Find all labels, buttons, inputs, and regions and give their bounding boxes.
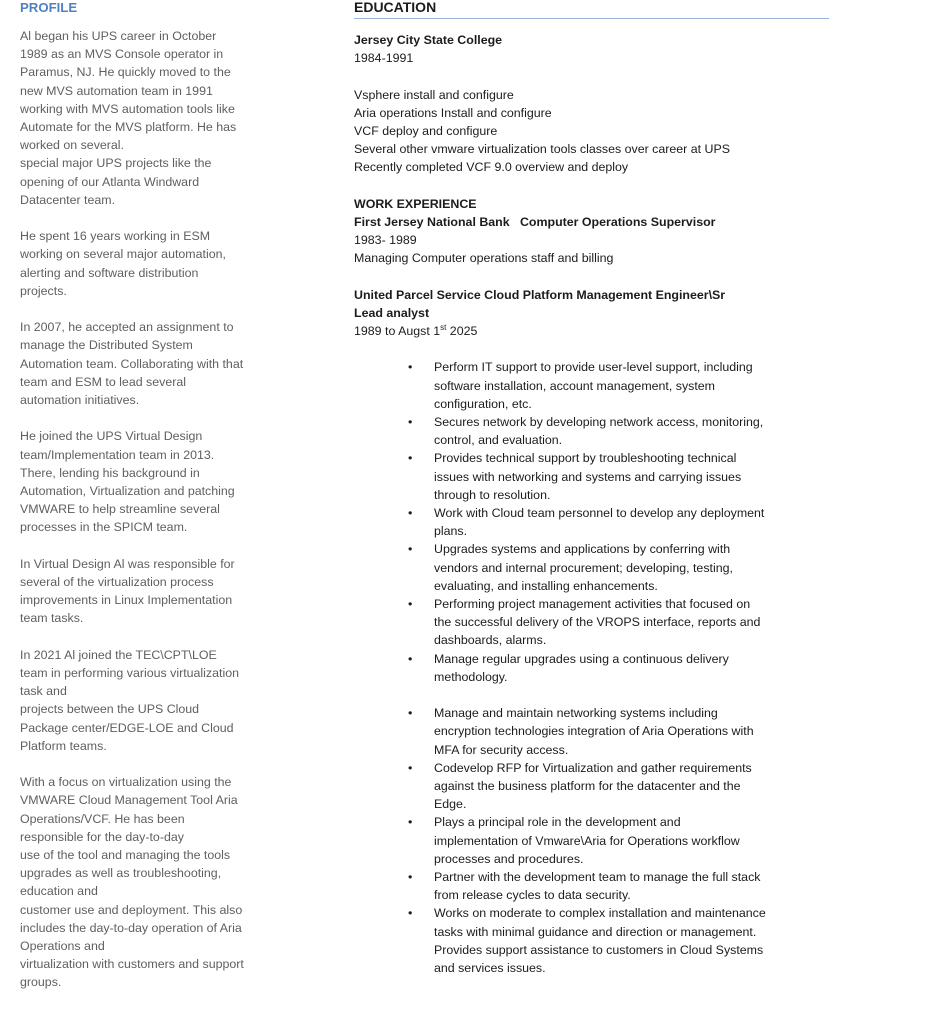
responsibility-line: vendors and internal procurement; developing, testing, [434, 560, 733, 575]
job2-dates-prefix: 1989 to Augst 1 [354, 324, 441, 339]
profile-paragraph [20, 27, 288, 209]
profile-line: working on several major automation, [20, 247, 226, 262]
profile-line: working with MVS automation tools like [20, 101, 235, 116]
profile-line: includes the day-to-day operation of Aria [20, 920, 242, 935]
responsibility-item [408, 413, 829, 449]
responsibility-line: configuration, etc. [434, 396, 532, 411]
profile-line: team and ESM to lead several [20, 374, 186, 389]
job1-years: 1983- 1989 [354, 233, 417, 248]
bullet-icon: • [408, 542, 413, 557]
profile-paragraph [20, 227, 288, 300]
profile-line: He spent 16 years working in ESM [20, 229, 211, 244]
job1-description: Managing Computer operations staff and billing [354, 251, 614, 266]
responsibility-item [408, 449, 829, 504]
job1-heading: First Jersey National Bank Computer Operations Supervisor [354, 215, 716, 229]
profile-line: automation initiatives. [20, 393, 140, 408]
responsibility-item [408, 904, 829, 977]
bullet-icon: • [408, 760, 413, 775]
course-item: Aria operations Install and configure [354, 105, 552, 120]
profile-line: several of the virtualization process [20, 575, 214, 590]
responsibility-line: through to resolution. [434, 487, 551, 502]
profile-line: Operations/VCF. He has been [20, 811, 185, 826]
responsibility-line: tasks with minimal guidance and direction or management. [434, 924, 757, 939]
responsibility-item [408, 504, 829, 540]
main-column [354, 0, 829, 977]
responsibility-line: Provides technical support by troubleshooting technical [434, 451, 737, 466]
responsibility-line: issues with networking and systems and carrying issues [434, 469, 742, 484]
bullet-icon: • [408, 451, 413, 466]
responsibility-item [408, 650, 829, 686]
responsibility-line: Partner with the development team to manage the full stack [434, 870, 761, 885]
profile-line: special major UPS projects like the [20, 156, 212, 171]
school-name: Jersey City State College [354, 33, 503, 47]
profile-line: team tasks. [20, 611, 84, 626]
responsibility-line: Plays a principal role in the development and [434, 815, 681, 830]
bullet-icon: • [408, 870, 413, 885]
course-item: Vsphere install and configure [354, 87, 514, 102]
profile-line: manage the Distributed System [20, 338, 193, 353]
profile-line: There, lending his background in [20, 465, 200, 480]
profile-line: improvements in Linux Implementation [20, 593, 233, 608]
responsibility-line: Manage regular upgrades using a continuous delivery [434, 651, 729, 666]
work-experience-heading: WORK EXPERIENCE [354, 196, 477, 211]
responsibility-line: evaluating, and installing enhancements. [434, 578, 658, 593]
profile-line: Operations and [20, 939, 105, 954]
responsibility-item [408, 358, 829, 413]
profile-paragraph [20, 427, 288, 536]
profile-line: upgrades as well as troubleshooting, [20, 866, 222, 881]
responsibility-item [408, 759, 829, 814]
profile-line: groups. [20, 975, 62, 990]
responsibility-line: implementation of Vmware\Aria for Operations workflow [434, 833, 740, 848]
profile-line: Paramus, NJ. He quickly moved to the [20, 65, 231, 80]
bullet-icon: • [408, 906, 413, 921]
responsibility-line: methodology. [434, 669, 508, 684]
responsibility-line: Performing project management activities that focused on [434, 597, 751, 612]
profile-line: He joined the UPS Virtual Design [20, 429, 203, 444]
bullet-icon: • [408, 706, 413, 721]
course-list [354, 86, 829, 177]
responsibility-line: Codevelop RFP for Virtualization and gather requirements [434, 760, 752, 775]
responsibility-line: from release cycles to data security. [434, 888, 631, 903]
profile-line: worked on several. [20, 138, 124, 153]
profile-line: responsible for the day-to-day [20, 829, 184, 844]
education-heading: EDUCATION [354, 0, 829, 19]
profile-line: With a focus on virtualization using the [20, 775, 232, 790]
profile-line: VMWARE Cloud Management Tool Aria [20, 793, 238, 808]
profile-paragraph [20, 555, 288, 628]
bullet-icon: • [408, 815, 413, 830]
profile-line: In 2021 Al joined the TEC\CPT\LOE [20, 647, 217, 662]
job2-heading-line2: Lead analyst [354, 306, 430, 320]
profile-line: projects. [20, 283, 67, 298]
responsibility-line: encryption technologies integration of Aria Operations with [434, 724, 754, 739]
profile-line: Automate for the MVS platform. He has [20, 120, 237, 135]
bullet-icon: • [408, 415, 413, 430]
profile-paragraph [20, 773, 288, 991]
profile-paragraph [20, 646, 288, 755]
responsibility-line: Upgrades systems and applications by conferring with [434, 542, 731, 557]
profile-line: In 2007, he accepted an assignment to [20, 320, 234, 335]
bullet-icon: • [408, 360, 413, 375]
profile-line: In Virtual Design Al was responsible for [20, 556, 235, 571]
responsibility-line: against the business platform for the datacenter and the [434, 779, 741, 794]
bullet-icon: • [408, 597, 413, 612]
profile-line: Platform teams. [20, 738, 107, 753]
profile-line: VMWARE to help streamline several [20, 502, 220, 517]
profile-line: Al began his UPS career in October [20, 29, 217, 43]
profile-paragraph [20, 318, 288, 409]
profile-line: virtualization with customers and support [20, 957, 244, 972]
bullet-icon: • [408, 651, 413, 666]
responsibility-line: the successful delivery of the VROPS interface, reports and [434, 615, 761, 630]
responsibility-line: dashboards, alarms. [434, 633, 547, 648]
course-item: Recently completed VCF 9.0 overview and deploy [354, 160, 629, 175]
responsibility-line: Provides support assistance to customers in Cloud Systems [434, 942, 764, 957]
profile-line: education and [20, 884, 98, 899]
responsibility-line: control, and evaluation. [434, 433, 563, 448]
profile-line: 1989 as an MVS Console operator in [20, 47, 224, 62]
profile-line: new MVS automation team in 1991 [20, 83, 213, 98]
responsibility-item [408, 595, 829, 650]
responsibility-line: Works on moderate to complex installation and maintenance [434, 906, 766, 921]
profile-line: task and [20, 684, 67, 699]
profile-line: opening of our Atlanta Windward [20, 174, 200, 189]
course-item: Several other vmware virtualization tools classes over career at UPS [354, 142, 731, 157]
profile-paragraphs [20, 27, 288, 992]
profile-line: customer use and deployment. This also [20, 902, 243, 917]
responsibility-line: and services issues. [434, 961, 546, 976]
profile-line: use of the tool and managing the tools [20, 848, 231, 863]
course-item: VCF deploy and configure [354, 124, 498, 138]
responsibility-line: software installation, account management, system [434, 378, 715, 393]
job2-dates-sup: st [440, 323, 447, 333]
responsibility-list [354, 358, 829, 977]
job2-dates [354, 322, 829, 340]
profile-column [20, 0, 288, 1010]
profile-line: Automation team. Collaborating with that [20, 356, 244, 371]
profile-line: team/Implementation team in 2013. [20, 447, 215, 462]
responsibility-line: Work with Cloud team personnel to develop any deployment [434, 506, 765, 521]
list-spacer [434, 686, 829, 704]
responsibility-item [408, 704, 829, 759]
job2-heading-line1: United Parcel Service Cloud Platform Management Engineer\Sr [354, 287, 726, 302]
profile-line: Package center/EDGE-LOE and Cloud [20, 720, 234, 735]
responsibility-line: plans. [434, 524, 468, 539]
responsibility-item [408, 868, 829, 904]
profile-line: Datacenter team. [20, 192, 116, 207]
responsibility-item [408, 813, 829, 868]
responsibility-item [408, 540, 829, 595]
profile-line: projects between the UPS Cloud [20, 702, 200, 717]
profile-line: processes in the SPICM team. [20, 520, 188, 535]
bullet-icon: • [408, 506, 413, 521]
responsibility-line: Perform IT support to provide user-level support, including [434, 360, 753, 375]
responsibility-line: MFA for security access. [434, 742, 569, 757]
responsibility-line: Edge. [434, 797, 467, 812]
responsibility-line: Secures network by developing network access, monitoring, [434, 415, 764, 430]
profile-line: alerting and software distribution [20, 265, 199, 280]
profile-line: team in performing various virtualization [20, 666, 239, 681]
school-years: 1984-1991 [354, 51, 414, 66]
profile-heading: PROFILE [20, 0, 78, 15]
job2-dates-suffix: 2025 [446, 324, 478, 339]
responsibility-line: Manage and maintain networking systems including [434, 706, 718, 721]
profile-line: Automation, Virtualization and patching [20, 484, 235, 499]
responsibility-line: processes and procedures. [434, 851, 584, 866]
